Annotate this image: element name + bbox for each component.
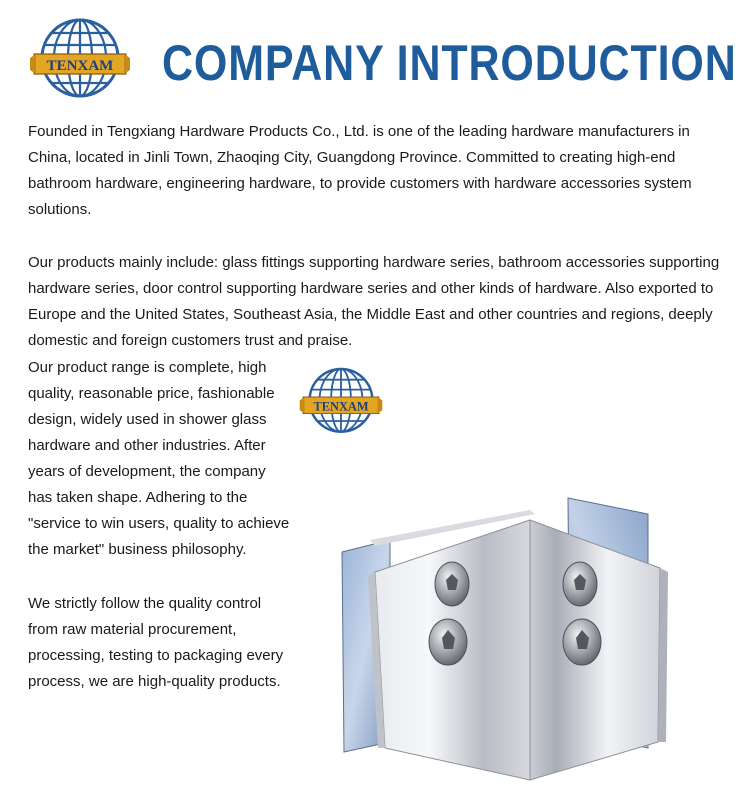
logo-small-text: TENXAM <box>313 399 369 414</box>
intro-paragraph-4: We strictly follow the quality control from raw material procurement, processing, testing to packaging every process, we are high-quality products. <box>28 595 284 690</box>
page-title: COMPANY INTRODUCTION <box>162 35 737 91</box>
intro-paragraph-2: Our products mainly include: glass fittings supporting hardware series, bathroom accessories supporting hardware series, door control supporting hardware series and other kinds of hardware. Also exported to Europe and the United States, Southeast Asia, the Middle East and other countries and regions, deeply domestic and foreign customers trust and praise. <box>28 254 720 349</box>
tenxam-logo-small-icon <box>298 364 384 440</box>
intro-paragraph-3: Our product range is complete, high quality, reasonable price, fashionable design, widely used in shower glass hardware and other industries. After years of development, the company has taken shape. Adhering to the "service to win users, quality to achieve the market" business philosophy. <box>28 359 290 558</box>
glass-clamp-product-image <box>330 480 730 795</box>
intro-paragraph-1: Founded in Tengxiang Hardware Products Co., Ltd. is one of the leading hardware manufacturers in China, located in Jinli Town, Zhaoqing City, Guangdong Province. Committed to creating high-end bathroom hardware, engineering hardware, to provide customers with hardware accessories system solutions. <box>28 123 692 218</box>
logo-text: TENXAM <box>46 58 114 74</box>
page-header <box>0 0 750 112</box>
tenxam-logo-icon <box>28 14 132 106</box>
